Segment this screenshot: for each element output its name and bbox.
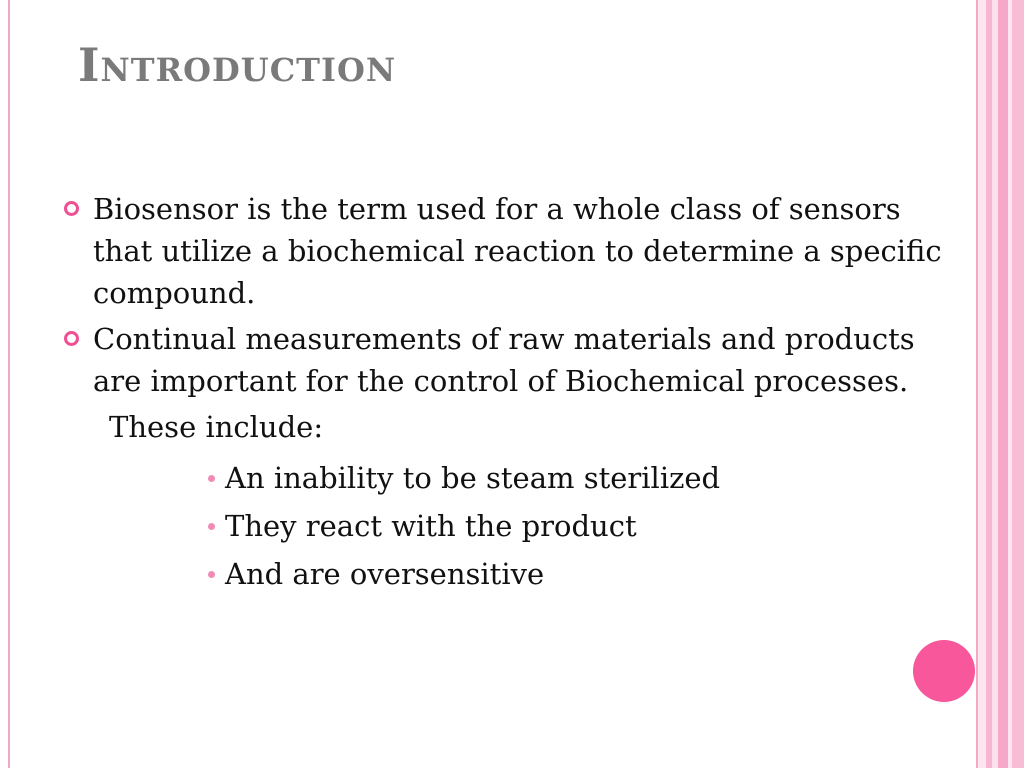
slide-body <box>62 188 962 598</box>
stripe <box>998 0 1008 768</box>
includes-label: These include: <box>109 410 324 444</box>
sub-bullet-text: They react with the product <box>225 509 637 543</box>
sub-bullet-item <box>62 502 962 550</box>
bullet-text: Biosensor is the term used for a whole class of sensors that utilize a biochemical reaction to determine a specific compound. <box>93 192 942 310</box>
right-stripes <box>976 0 1024 768</box>
dot-bullet-icon <box>208 475 215 482</box>
sub-bullet-text: And are oversensitive <box>225 557 545 591</box>
stripe <box>1012 0 1024 768</box>
left-rule <box>8 0 10 768</box>
sub-bullet-item <box>62 454 962 502</box>
dot-bullet-icon <box>208 523 215 530</box>
bullet-text: Continual measurements of raw materials and products are important for the control of Biochemical processes. <box>93 322 915 398</box>
decorative-circle <box>913 640 975 702</box>
stripe <box>978 0 986 768</box>
slide-title: Introduction <box>78 38 397 92</box>
sub-bullet-item <box>62 550 962 598</box>
dot-bullet-icon <box>208 571 215 578</box>
bullet-item <box>62 318 962 402</box>
bullet-item <box>62 188 962 314</box>
sub-bullet-text: An inability to be steam sterilized <box>225 461 721 495</box>
ring-bullet-icon <box>64 331 79 346</box>
ring-bullet-icon <box>64 201 79 216</box>
